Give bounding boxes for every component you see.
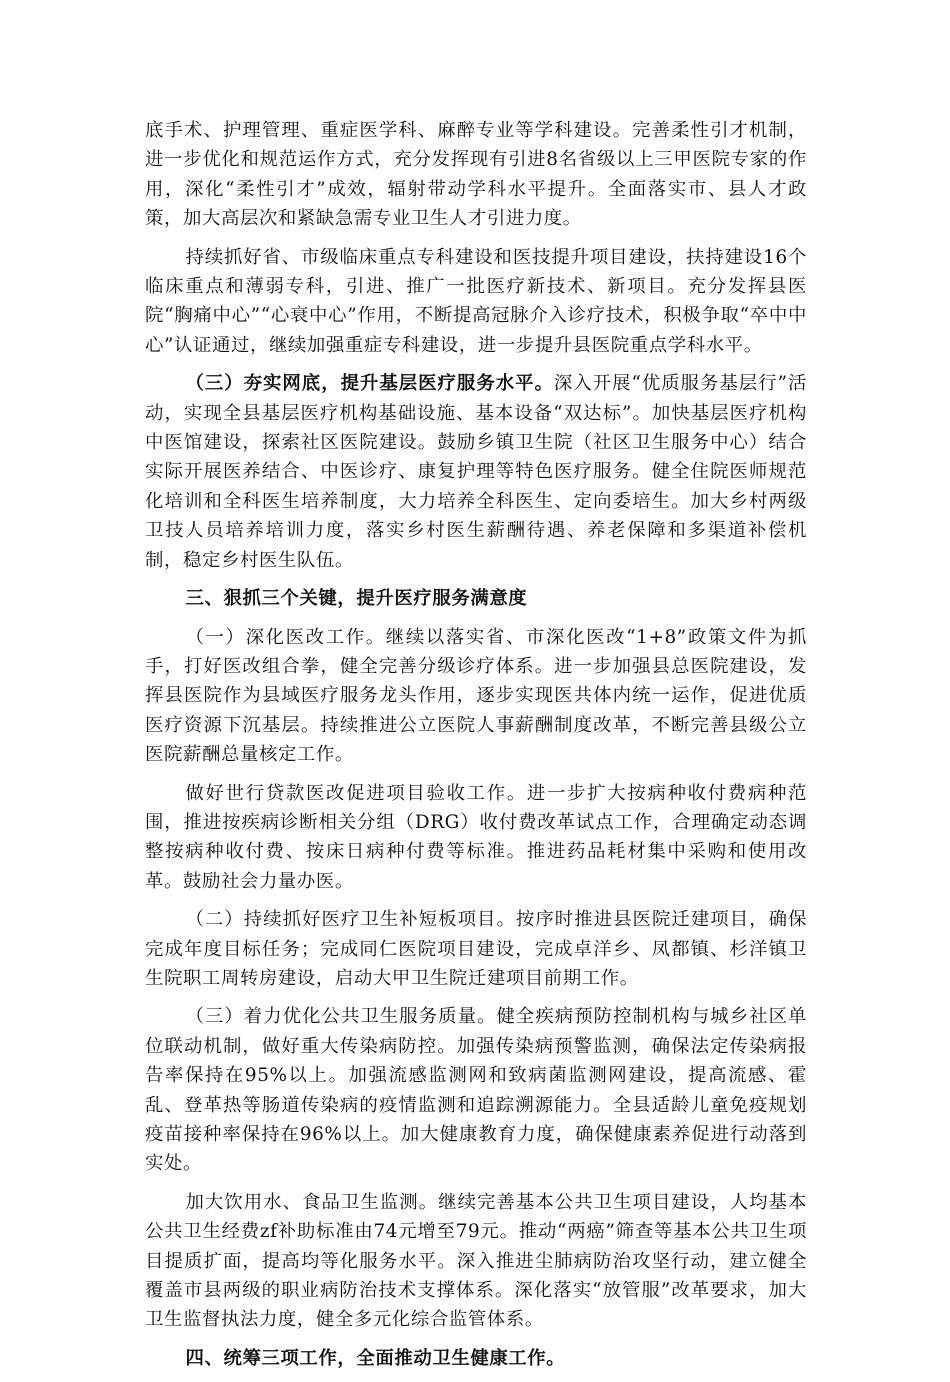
section-heading-four: 四、统筹三项工作，全面推动卫生健康工作。 bbox=[185, 1347, 566, 1369]
paragraph-grassroots-services bbox=[145, 369, 807, 575]
paragraph-lead-heading: （三）夯实网底，提升基层医疗服务水平。 bbox=[185, 373, 554, 395]
paragraph-water-food-monitoring: 加大饮用水、食品卫生监测。继续完善基本公共卫生项目建设，人均基本公共卫生经费zf补助标准由74元增至79元。推动“两癌”筛查等基本公共卫生项目提质扩面，提高均等化服务水平。深入推进尘肺病防治攻坚行动，建立健全覆盖市县两级的职业病防治技术支撑体系。深化落实“放管服”改革要求，加大卫生监督执法力度，健全多元化综合监管体系。 bbox=[145, 1191, 807, 1331]
paragraph-talent-recruitment: 底手术、护理管理、重症医学科、麻醉专业等学科建设。完善柔性引才机制，进一步优化和规范运作方式，充分发挥现有引进8名省级以上三甲医院专家的作用，深化“柔性引才”成效，辐射带动学科水平提升。全面落实市、县人才政策，加大高层次和紧缺急需专业卫生人才引进力度。 bbox=[145, 120, 807, 230]
section-heading-three: 三、狠抓三个关键，提升医疗服务满意度 bbox=[185, 588, 528, 610]
paragraph-medical-reform: （一）深化医改工作。继续以落实省、市深化医改“1+8”政策文件为抓手，打好医改组合拳，健全完善分级诊疗体系。进一步加强县总医院建设，发挥县医院作为县域医疗服务龙头作用，逐步实现医共体内统一运作，促进优质医疗资源下沉基层。持续推进公立医院人事薪酬制度改革，不断完善县级公立医院薪酬总量核定工作。 bbox=[145, 626, 807, 766]
paragraph-body: 深入开展“优质服务基层行”活动，实现全县基层医疗机构基础设施、基本设备“双达标”。加快基层医疗机构中医馆建设，探索社区医院建设。鼓励乡镇卫生院（社区卫生服务中心）结合实际开展医养结合、中医诊疗、康复护理等特色医疗服务。健全住院医师规范化培训和全科医生培养制度，大力培养全科医生、定向委培生。加大乡村两级卫技人员培养培训力度，落实乡村医生薪酬待遇、养老保障和多渠道补偿机制，稳定乡村医生队伍。 bbox=[145, 373, 807, 571]
paragraph-public-health: （三）着力优化公共卫生服务质量。健全疾病预防控制机构与城乡社区单位联动机制，做好重大传染病防控。加强传染病预警监测，确保法定传染病报告率保持在95%以上。加强流感监测网和致病菌监测网建设，提高流感、霍乱、登革热等肠道传染病的疫情监测和追踪溯源能力。全县适龄儿童免疫规划疫苗接种率保持在96%以上。加大健康教育力度，确保健康素养促进行动落到实处。 bbox=[145, 1006, 807, 1175]
paragraph-key-specialties: 持续抓好省、市级临床重点专科建设和医技提升项目建设，扶持建设16个临床重点和薄弱专科，引进、推广一批医疗新技术、新项目。充分发挥县医院“胸痛中心”“心衰中心”作用，不断提高冠脉介入诊疗技术，积极争取“卒中中心”认证通过，继续加强重症专科建设，进一步提升县医院重点学科水平。 bbox=[145, 246, 807, 356]
document-page bbox=[145, 116, 807, 1382]
paragraph-world-bank-project: 做好世行贷款医改促进项目验收工作。进一步扩大按病种收付费病种范围，推进按疾病诊断相关分组（DRG）收付费改革试点工作，合理确定动态调整按病种收付费、按床日病种付费等标准。推进药品耗材集中采购和使用改革。鼓励社会力量办医。 bbox=[145, 782, 807, 892]
paragraph-shortfall-projects: （二）持续抓好医疗卫生补短板项目。按序时推进县医院迁建项目，确保完成年度目标任务；完成同仁医院项目建设，完成卓洋乡、凤都镇、杉洋镇卫生院职工周转房建设，启动大甲卫生院迁建项目前期工作。 bbox=[145, 909, 807, 989]
